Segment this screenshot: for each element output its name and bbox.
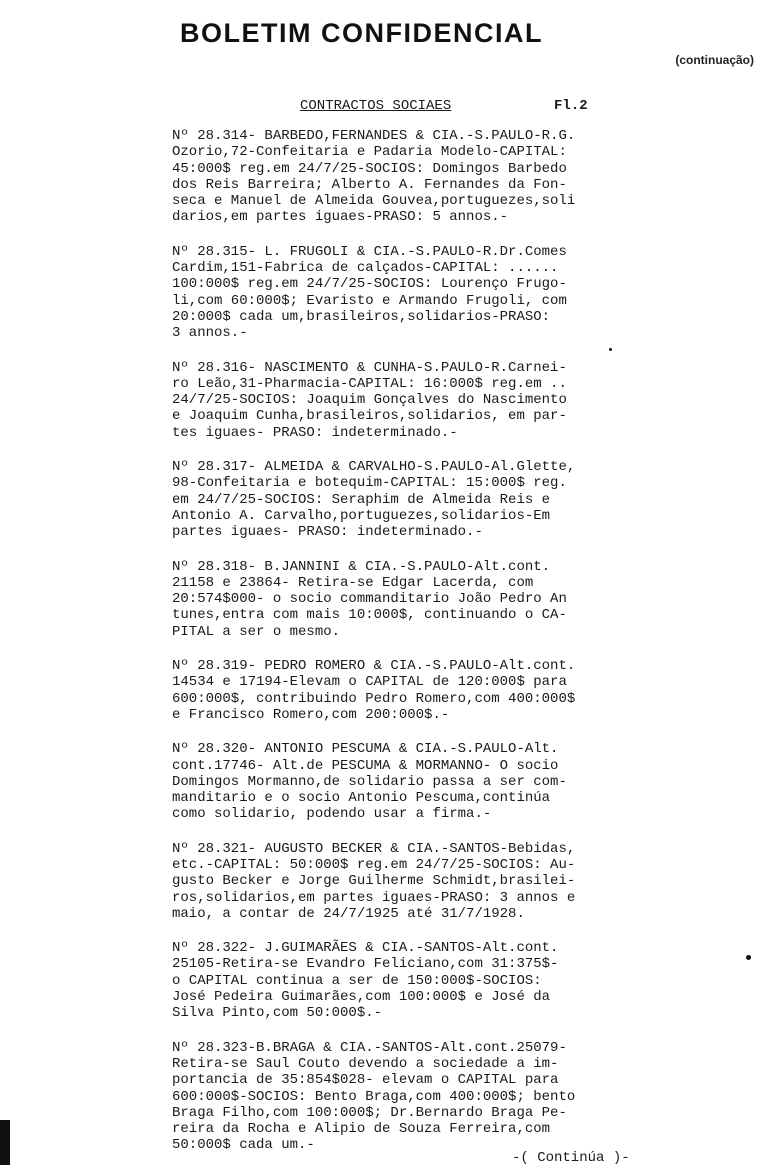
continuation-label: (continuação)	[675, 53, 754, 67]
continues-label: -( Continúa )-	[512, 1150, 630, 1166]
entry-line: 98-Confeitaria e botequim-CAPITAL: 15:000$ reg.	[172, 475, 567, 492]
entry-line: Nº 28.315- L. FRUGOLI & CIA.-S.PAULO-R.Dr.Comes	[172, 243, 567, 260]
entry-line: Nº 28.319- PEDRO ROMERO & CIA.-S.PAULO-Alt.cont.	[172, 658, 576, 675]
entry-line: Cardim,151-Fabrica de calçados-CAPITAL: ......	[172, 260, 559, 277]
entry-line: o CAPITAL continua a ser de 150:000$-SOCIOS:	[172, 972, 542, 989]
entry-line: 50:000$ cada um.-	[172, 1137, 315, 1154]
entry-line: ros,solidarios,em partes iguaes-PRASO: 3 annos e	[172, 889, 576, 906]
entry-line: como solidario, podendo usar a firma.-	[172, 806, 492, 823]
scan-edge-shadow	[0, 1120, 10, 1165]
entry-line: 14534 e 17194-Elevam o CAPITAL de 120:000$ para	[172, 674, 567, 691]
entry	[172, 741, 642, 822]
entry	[172, 128, 642, 226]
entry-line: Antonio A. Carvalho,portuguezes,solidarios-Em	[172, 507, 551, 524]
entry-line: li,com 60:000$; Evaristo e Armando Frugoli, com	[172, 292, 567, 309]
entry-line: cont.17746- Alt.de PESCUMA & MORMANNO- O socio	[172, 757, 559, 774]
entry	[172, 841, 642, 922]
entry-line: Nº 28.316- NASCIMENTO & CUNHA-S.PAULO-R.Carnei-	[172, 359, 567, 376]
entry-line: 20:574$000- o socio commanditario João Pedro An	[172, 591, 567, 608]
entry-line: 45:000$ reg.em 24/7/25-SOCIOS: Domingos Barbedo	[172, 160, 567, 177]
entry-line: etc.-CAPITAL: 50:000$ reg.em 24/7/25-SOCIOS: Au-	[172, 856, 576, 873]
entry-line: 24/7/25-SOCIOS: Joaquim Gonçalves do Nascimento	[172, 392, 567, 409]
section-title: CONTRACTOS SOCIAES	[300, 98, 452, 114]
document-title: BOLETIM CONFIDENCIAL	[180, 18, 543, 48]
entry-line: Nº 28.323-B.BRAGA & CIA.-SANTOS-Alt.cont.25079-	[172, 1039, 567, 1056]
entry-line: Nº 28.318- B.JANNINI & CIA.-S.PAULO-Alt.cont.	[172, 558, 551, 575]
entry-line: Nº 28.322- J.GUIMARÃES & CIA.-SANTOS-Alt.cont.	[172, 940, 559, 957]
entry-line: seca e Manuel de Almeida Gouvea,portuguezes,soli	[172, 193, 576, 210]
entry-line: Nº 28.320- ANTONIO PESCUMA & CIA.-S.PAULO-Alt.	[172, 741, 559, 758]
entry-line: Braga Filho,com 100:000$; Dr.Bernardo Braga Pe-	[172, 1104, 567, 1121]
entry-line: e Francisco Romero,com 200:000$.-	[172, 706, 450, 723]
entry	[172, 360, 642, 441]
entry	[172, 559, 642, 640]
entry-line: em 24/7/25-SOCIOS: Seraphim de Almeida Reis e	[172, 491, 551, 508]
entry	[172, 1040, 642, 1154]
entry-line: darios,em partes iguaes-PRASO: 5 annos.-	[172, 209, 509, 226]
sheet-number: Fl.2	[554, 98, 588, 114]
entry	[172, 658, 642, 723]
entry-line: Ozorio,72-Confeitaria e Padaria Modelo-CAPITAL:	[172, 144, 567, 161]
entry	[172, 244, 642, 342]
entry-line: tes iguaes- PRASO: indeterminado.-	[172, 424, 458, 441]
entry-line: reira da Rocha e Alipio de Souza Ferreira,com	[172, 1121, 551, 1138]
entry-line: Domingos Mormanno,de solidario passa a ser com-	[172, 773, 567, 790]
entry-line: ro Leão,31-Pharmacia-CAPITAL: 16:000$ reg.em ..	[172, 375, 567, 392]
entry-line: PITAL a ser o mesmo.	[172, 623, 341, 640]
entry-line: Nº 28.314- BARBEDO,FERNANDES & CIA.-S.PAULO-R.G.	[172, 128, 576, 144]
scan-speck	[746, 955, 751, 960]
entry-line: Nº 28.321- AUGUSTO BECKER & CIA.-SANTOS-Bebidas,	[172, 840, 576, 857]
entry-line: partes iguaes- PRASO: indeterminado.-	[172, 524, 483, 541]
entry-line: 25105-Retira-se Evandro Feliciano,com 31:375$-	[172, 956, 559, 973]
entry-line: 3 annos.-	[172, 325, 248, 342]
entry-line: 600:000$-SOCIOS: Bento Braga,com 400:000$; bento	[172, 1088, 576, 1105]
entry-line: Nº 28.317- ALMEIDA & CARVALHO-S.PAULO-Al.Glette,	[172, 459, 576, 476]
entry-line: manditario e o socio Antonio Pescuma,continúa	[172, 790, 551, 807]
entries-list	[172, 128, 642, 1172]
entry-line: 600:000$, contribuindo Pedro Romero,com 400:000$	[172, 690, 576, 707]
entry-line: Retira-se Saul Couto devendo a sociedade a im-	[172, 1055, 559, 1072]
entry-line: Silva Pinto,com 50:000$.-	[172, 1005, 383, 1022]
entry-line: gusto Becker e Jorge Guilherme Schmidt,brasilei-	[172, 873, 576, 890]
entry-line: maio, a contar de 24/7/1925 até 31/7/1928.	[172, 905, 525, 922]
entry-line: 100:000$ reg.em 24/7/25-SOCIOS: Lourenço Frugo-	[172, 276, 567, 293]
entry	[172, 459, 642, 540]
scan-speck	[609, 348, 612, 351]
entry-line: dos Reis Barreira; Alberto A. Fernandes da Fon-	[172, 176, 567, 193]
entry-line: tunes,entra com mais 10:000$, continuando o CA-	[172, 607, 567, 624]
entry-line: 21158 e 23864- Retira-se Edgar Lacerda, com	[172, 574, 534, 591]
entry-line: 20:000$ cada um,brasileiros,solidarios-PRASO:	[172, 308, 551, 325]
entry	[172, 940, 642, 1021]
entry-line: José Pedeira Guimarães,com 100:000$ e José da	[172, 989, 551, 1006]
entry-line: e Joaquim Cunha,brasileiros,solidarios, em par-	[172, 408, 567, 425]
entry-line: portancia de 35:854$028- elevam o CAPITAL para	[172, 1072, 559, 1089]
